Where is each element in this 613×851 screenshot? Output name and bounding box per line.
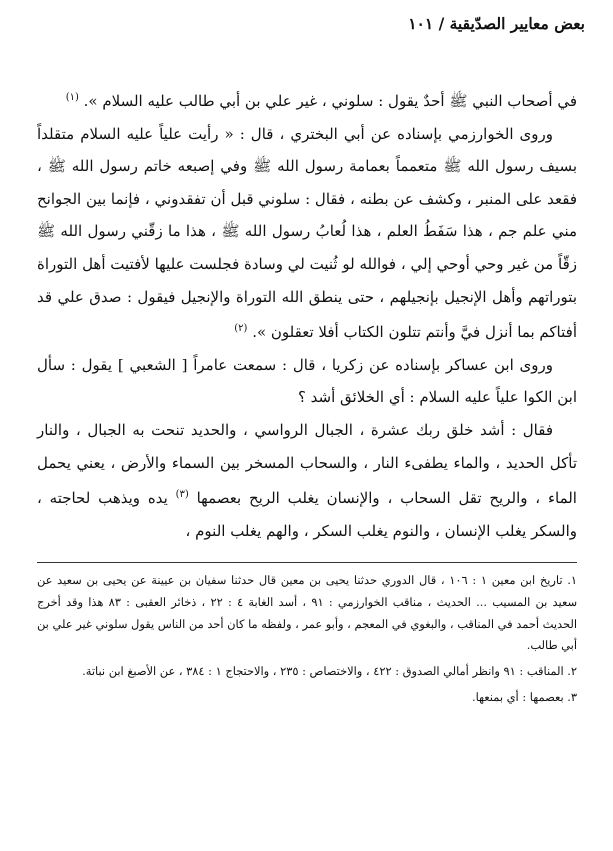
paragraph-1 [37,82,577,118]
footnote-3: ٣. بعصمها : أي بمنعها. [471,689,577,704]
footnote-ref-3: (٣) [175,489,189,501]
footnote-1: ١. تاريخ ابن معين ١ : ١٠٦ ، قال الدوري حدثنا يحيى بن معين قال حدثنا سفيان بن عيينة عن يحيى بن سعيد عن سعيد بن المسيب ... الحديث ، مناقب الخوارزمي : ٩١ ، أسد الغابة ٤ : ٢٢ ، ذخائر العقبى : ٨٣ هذا وقد أخرج الحديث أحمد في المناقب ، والبغوي في المعجم ، وأبو عمر ، ولفظه ما كان أحد من الناس يقول سلوني غير علي بن أبي طالب. [37,573,577,653]
main-text [37,82,577,547]
paragraph-4-text: فقال : أشد خلق ربك عشرة ، الجبال الرواسي ، والحديد تنحت به الجبال ، والنار تأكل الحديد ، والماء يطفىء النار ، والسحاب المسخر بين السماء والأرض ، يعني يحمل الماء ، والريح تقل السحاب ، والإنسان يغلب الريح بعصمها [37,420,577,508]
paragraph-4 [37,414,577,547]
paragraph-3: وروى ابن عساكر بإسناده عن زكريا ، قال : سمعت عامراً [ الشعبي ] يقول : سأل ابن الكوا علياً عليه السلام : أي الخلائق أشد ؟ [37,355,577,407]
footnote-ref-1: (١) [65,92,79,103]
paragraph-1-text: في أصحاب النبي ﷺ أحدٌ يقول : سلوني ، غير علي بن أبي طالب عليه السلام ». [83,92,577,110]
paragraph-4-end: يده ويذهب لحاجته ، والسكر يغلب الإنسان ، والنوم يغلب السكر ، والهم يغلب النوم ، [37,489,577,540]
running-header: بعض معايير الصدّيقية / ١٠١ [408,14,585,33]
footnote-ref-2: (٢) [234,323,248,335]
footnotes [37,570,577,713]
paragraph-2-text: وروى الخوارزمي بإسناده عن أبي البختري ، قال : « رأيت علياً عليه السلام متقلداً بسيف رسول الله ﷺ متعمماً بعمامة رسول الله ﷺ وفي إصبعه خاتم رسول الله ﷺ ، فقعد على المنبر ، وكشف عن بطنه ، فقال : سلوني قبل أن تفقدوني ، فإنما بين الجوانح مني علم جم ، هذا سَفَطُ العلم ، هذا لُعابُ رسول الله ﷺ ، هذا ما زقّني رسول الله ﷺ زقّاً من غير وحي أوحي إلي ، فوالله لو ثُنيت لي وسادة فجلست عليها لأفتيت أهل التوراة بتوراتهم وأهل الإنجيل بإنجيلهم ، حتى ينطق الله التوراة والإنجيل فيقول : صدق علي قد أفتاكم بما أنزل فيَّ وأنتم تتلون الكتاب أفلا تعقلون ». [37,124,577,342]
footnote-separator [37,562,577,563]
paragraph-2 [37,118,577,349]
footnote-2: ٢. المناقب : ٩١ وانظر أمالي الصدوق : ٤٢٢ ، والاختصاص : ٢٣٥ ، والاحتجاج ١ : ٣٨٤ ، عن الأصبغ ابن نباتة. [82,664,577,679]
